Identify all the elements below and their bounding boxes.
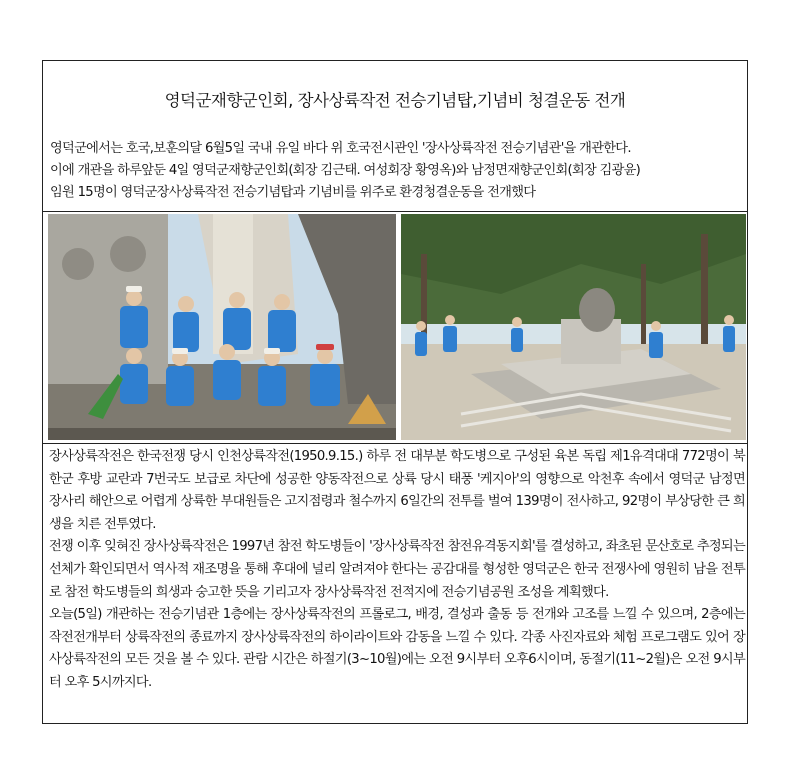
body-paragraph: 장사상륙작전은 한국전쟁 당시 인천상륙작전(1950.9.15.) 하루 전 대부분 학도병으로 구성된 육본 독립 제1유격대대 772명이 북한군 후방 교란과 7번국도 보급로 차단에 성공한 양동작전으로 상륙 당시 태풍 '케지아'의 영향으로 악천후 속에서 영덕군 남정면 장사리 해안으로 어렵게 상륙한 부대원들은 고지점령과 철수까지 6일간의 전투를 벌여 139명이 전사하고, 92명이 부상당한 큰 희생을 치른 전투였다.	[49, 449, 745, 532]
article-frame	[42, 60, 748, 724]
article-body	[49, 446, 745, 695]
body-paragraph: 전쟁 이후 잊혀진 장사상륙작전은 1997년 참전 학도병들이 '장사상륙작전 참전유격동지회'를 결성하고, 좌초된 문산호로 추정되는 선체가 확인되면서 역사적 재조명을 통해 후대에 널리 알려져야 한다는 공감대를 형성한 영덕군은 한국 전쟁사에 영원히 남을 전투로 참전 학도병들의 희생과 숭고한 뜻을 기리고자 장사상륙작전 전적지에 전승기념공원 조성을 계획했다.	[49, 539, 745, 600]
article-title: 영덕군재향군인회, 장사상륙작전 전승기념탑,기념비 청결운동 전개	[164, 91, 626, 110]
body-paragraph: 오늘(5일) 개관하는 전승기념관 1층에는 장사상륙작전의 프롤로그, 배경, 결성과 출동 등 전개와 고조를 느낄 수 있으며, 2층에는 작전전개부터 상륙작전의 종료까지 장사상륙작전의 하이라이트와 감동을 느낄 수 있다. 각종 사진자료와 체험 프로그램도 있어 장사상륙작전의 모든 것을 볼 수 있다. 관람 시간은 하절기(3~10월)에는 오전 9시부터 오후6시이며, 동절기(11~2월)은 오전 9시부터 오후 5시까지다.	[49, 607, 745, 690]
intro-paragraph	[50, 138, 744, 204]
cleanup-photo	[401, 214, 746, 440]
intro-line: 이에 개관을 하루앞둔 4일 영덕군재향군인회(회장 김근태. 여성회장 황영옥)와 남정면재향군인회(회장 김광윤)	[50, 163, 641, 178]
cleanup-photo-image	[401, 214, 746, 440]
intro-line: 임원 15명이 영덕군장사상륙작전 전승기념탑과 기념비를 위주로 환경청결운동을 전개했다	[50, 185, 536, 200]
group-photo-image	[48, 214, 396, 440]
group-photo	[48, 214, 396, 440]
photo-row	[43, 211, 747, 443]
divider-bottom	[43, 443, 747, 444]
intro-line: 영덕군에서는 호국,보훈의달 6월5일 국내 유일 바다 위 호국전시관인 '장사상륙작전 전승기념관'을 개관한다.	[50, 141, 631, 156]
